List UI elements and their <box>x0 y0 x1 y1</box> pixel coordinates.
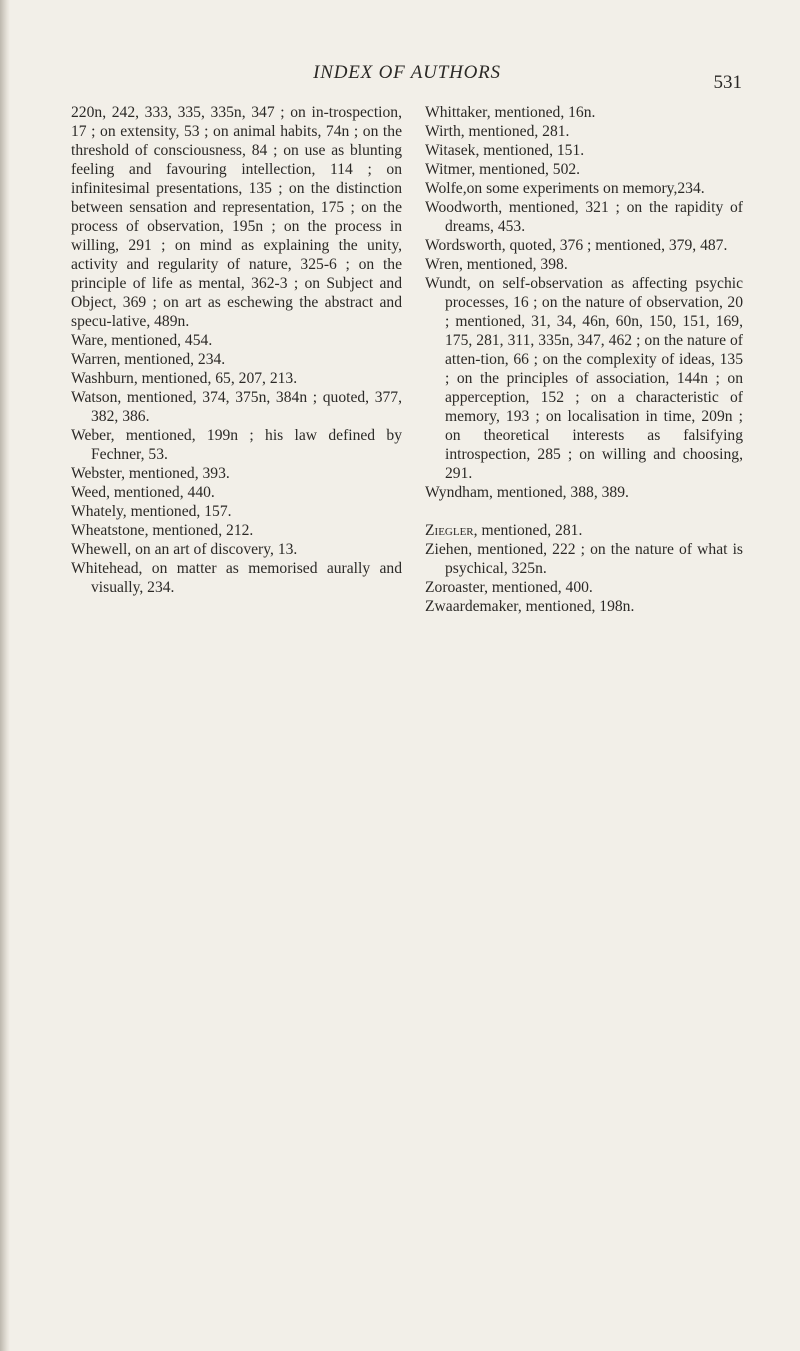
index-entry: Woodworth, mentioned, 321 ; on the rapidity of dreams, 453. <box>425 199 743 235</box>
index-entry: Wolfe,on some experiments on memory,234. <box>425 180 705 197</box>
index-entry: Watson, mentioned, 374, 375n, 384n ; quoted, 377, 382, 386. <box>71 389 402 425</box>
index-entry: Whitehead, on matter as memorised aurally and visually, 234. <box>71 560 402 596</box>
index-entry: Weed, mentioned, 440. <box>71 484 215 501</box>
index-entry: Whately, mentioned, 157. <box>71 503 232 520</box>
index-column-left <box>71 103 402 597</box>
index-entry: Wordsworth, quoted, 376 ; mentioned, 379, 487. <box>425 237 728 254</box>
index-entry: Whewell, on an art of discovery, 13. <box>71 541 298 558</box>
index-entry: Zoroaster, mentioned, 400. <box>425 579 593 596</box>
index-entry-text: , mentioned, 281. <box>473 522 583 539</box>
index-entry: Weber, mentioned, 199n ; his law defined by Fechner, 53. <box>71 427 402 463</box>
index-entry: Wyndham, mentioned, 388, 389. <box>425 484 629 501</box>
index-entry: Wheatstone, mentioned, 212. <box>71 522 254 539</box>
letter-section-gap <box>425 502 743 521</box>
index-entry: Warren, mentioned, 234. <box>71 351 226 368</box>
index-entry: Whittaker, mentioned, 16n. <box>425 104 596 121</box>
index-entry: Ziehen, mentioned, 222 ; on the nature of what is psychical, 325n. <box>425 541 743 577</box>
book-spine-shadow <box>0 0 10 1351</box>
index-entry <box>425 521 743 540</box>
index-entry: Witasek, mentioned, 151. <box>425 142 585 159</box>
index-entry: Witmer, mentioned, 502. <box>425 161 581 178</box>
letter-section-lead: Ziegler <box>425 522 474 539</box>
index-entry-continuation: 220n, 242, 333, 335, 335n, 347 ; on in-trospection, 17 ; on extensity, 53 ; on animal habits, 74n ; on the threshold of consciousness, 84 ; on use as blunting feeling and favouring intellection, 114 ; on infinitesimal presentations, 135 ; on the distinction between sensation and representation, 175 ; on the process of observation, 195n ; on the process in willing, 291 ; on mind as explaining the unity, activity and regularity of nature, 325-6 ; on the principle of life as mental, 362-3 ; on Subject and Object, 369 ; on art as eschewing the abstract and specu-lative, 489n. <box>71 104 402 330</box>
running-title: INDEX OF AUTHORS <box>313 62 501 83</box>
index-column-right <box>425 103 743 616</box>
page-header <box>0 62 800 93</box>
page-number: 531 <box>713 72 742 93</box>
index-entry: Washburn, mentioned, 65, 207, 213. <box>71 370 298 387</box>
index-entry: Wirth, mentioned, 281. <box>425 123 570 140</box>
index-entry: Zwaardemaker, mentioned, 198n. <box>425 598 635 615</box>
index-entry: Webster, mentioned, 393. <box>71 465 230 482</box>
index-entry: Wren, mentioned, 398. <box>425 256 568 273</box>
index-entry: Ware, mentioned, 454. <box>71 332 213 349</box>
index-entry: Wundt, on self-observation as affecting psychic processes, 16 ; on the nature of observation, 20 ; mentioned, 31, 34, 46n, 60n, 150, 151, 169, 175, 281, 311, 335n, 347, 462 ; on the nature of atten-tion, 66 ; on the complexity of ideas, 135 ; on the principles of association, 144n ; on apperception, 152 ; on a characteristic of memory, 193 ; on localisation in time, 209n ; on theoretical interests as falsifying introspection, 285 ; on willing and choosing, 291. <box>425 275 743 482</box>
